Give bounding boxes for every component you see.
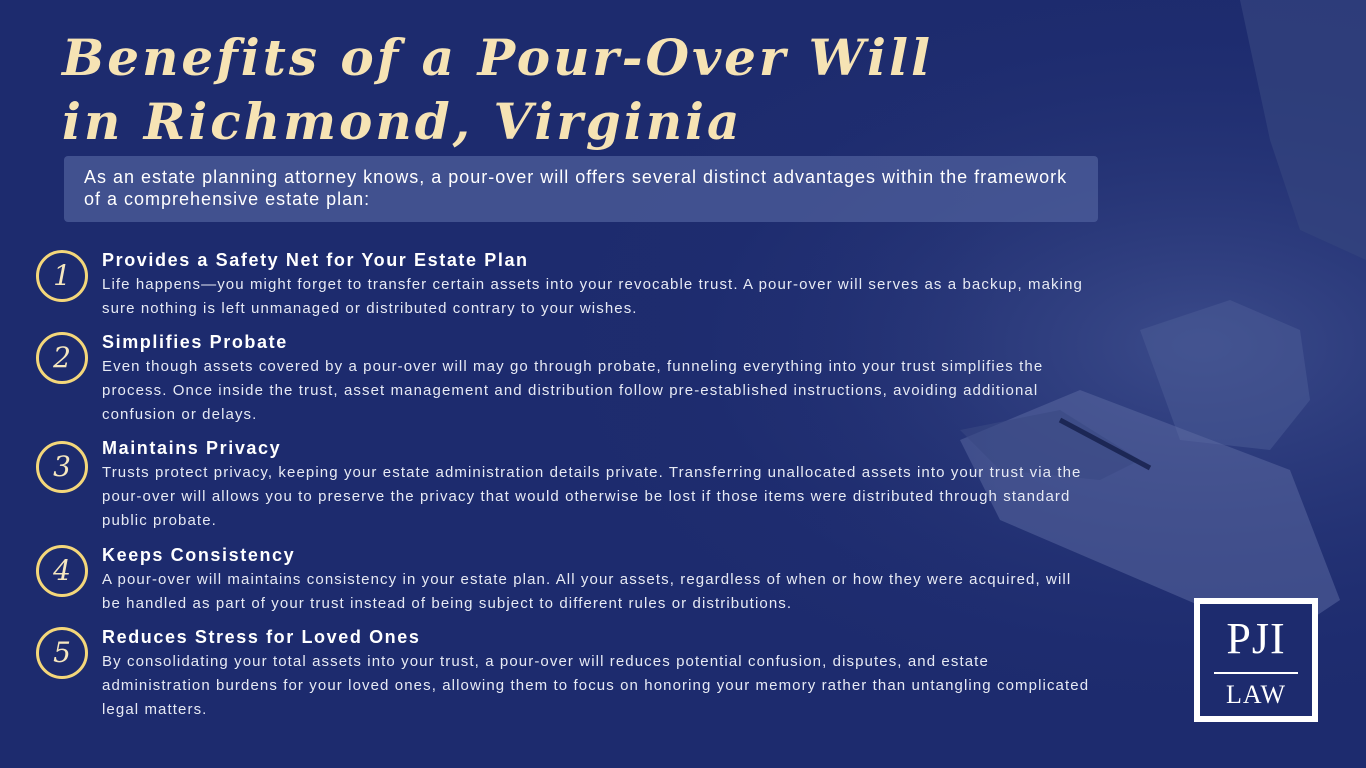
benefit-body-1: Life happens—you might forget to transfer certain assets into your revocable trust. A pour-over will serves as a backup, making sure nothing is left unmanaged or distributed contrary to your wishes. <box>102 276 1083 317</box>
logo-divider <box>1214 672 1298 674</box>
logo-pji-text: PJI <box>1226 614 1286 663</box>
benefit-title-3: Maintains Privacy <box>102 438 282 458</box>
title-line-1: Benefits of a Pour-Over Will <box>62 28 933 87</box>
benefit-body-3: Trusts protect privacy, keeping your estate administration details private. Transferring unallocated assets into your trust via the pour-over will allows you to preserve the privacy that would otherwise be lost if those items were distributed through standard public probate. <box>102 464 1082 529</box>
title-line-2: in Richmond, Virginia <box>62 92 743 151</box>
number-badge-4: 4 <box>36 545 88 597</box>
benefit-title-2: Simplifies Probate <box>102 332 288 352</box>
number-badge-3: 3 <box>36 441 88 493</box>
pji-law-logo <box>1194 598 1318 722</box>
logo-frame <box>1198 602 1314 718</box>
intro-box: As an estate planning attorney knows, a pour-over will offers several distinct advantages within the framework of a comprehensive estate plan: <box>64 156 1098 222</box>
page-title <box>62 26 933 154</box>
number-badge-1: 1 <box>36 250 88 302</box>
benefit-title-4: Keeps Consistency <box>102 545 296 565</box>
number-badge-2: 2 <box>36 332 88 384</box>
number-badge-5: 5 <box>36 627 88 679</box>
benefit-body-2: Even though assets covered by a pour-over will may go through probate, funneling everything into your trust simplifies the process. Once inside the trust, asset management and distribution follow pre-established instructions, avoiding additional confusion or delays. <box>102 358 1044 423</box>
benefit-title-5: Reduces Stress for Loved Ones <box>102 627 421 647</box>
benefit-body-4: A pour-over will maintains consistency in your estate plan. All your assets, regardless of when or how they were acquired, will be handled as part of your trust instead of being subject to different rules or distributions. <box>102 571 1072 612</box>
logo-law-text: LAW <box>1225 680 1287 709</box>
benefit-body-5: By consolidating your total assets into your trust, a pour-over will reduces potential confusion, disputes, and estate administration burdens for your loved ones, allowing them to focus on honoring your memory rather than untangling complicated legal matters. <box>102 653 1090 718</box>
benefit-title-1: Provides a Safety Net for Your Estate Plan <box>102 250 529 270</box>
